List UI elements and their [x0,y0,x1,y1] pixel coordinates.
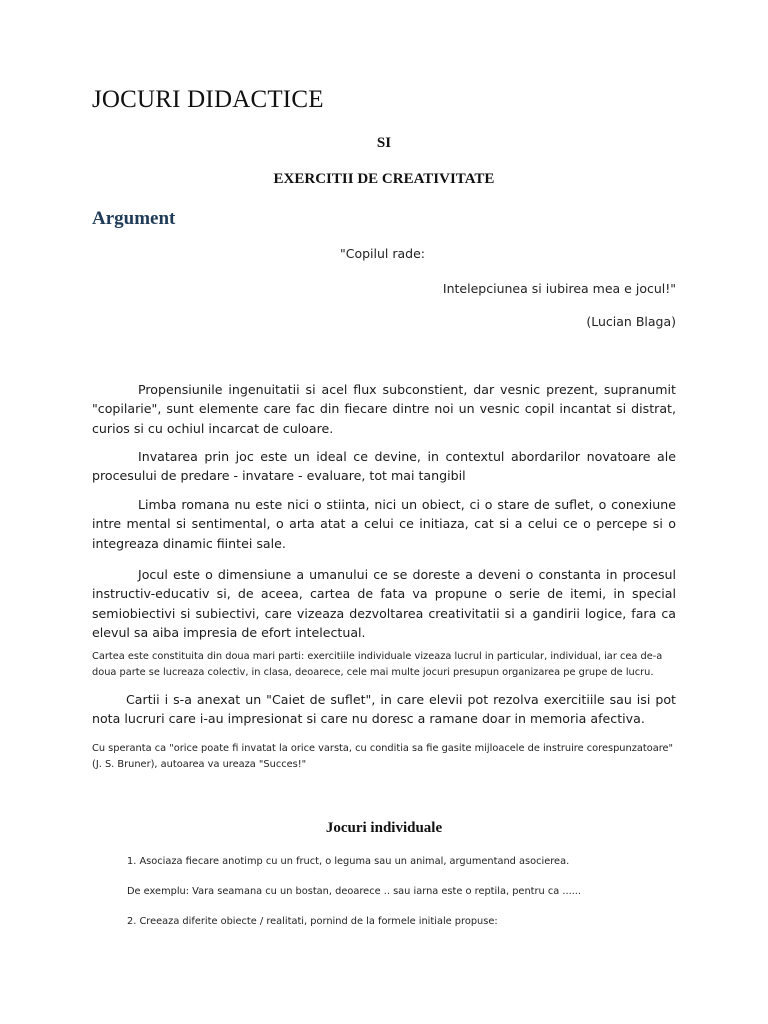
paragraph-urare: Cu speranta ca "orice poate fi invatat la orice varsta, cu conditia sa fie gasite mijloacele de instruire corespunzatoare" (J. S. Bruner), autoarea va ureaza "Succes!" [92,743,674,770]
section-heading-jocuri-individuale: Jocuri individuale [325,820,443,836]
paragraph-limba-romana: Limba romana nu este nici o stiinta, nici un obiect, ci o stare de suflet, o conexiune intre mental si sentimental, o arta atat a celui ce initiaza, cat si a celui ce o percepe si o integreaza dinamic fiintei sale. [92,497,676,551]
title-conjunction: SI [376,135,392,151]
quote-line-1: "Copilul rade: [340,246,426,261]
argument-heading: Argument [92,208,176,229]
document-title: JOCURI DIDACTICE [92,86,324,113]
paragraph-invatarea: Invatarea prin joc este un ideal ce devine, in contextul abordarilor novatoare ale procesului de predare - invatare - evaluare, tot mai tangibil [92,449,676,484]
quote-line-2: Intelepciunea si iubirea mea e jocul!" [442,281,676,296]
paragraph-structura-cartii: Cartea este constituita din doua mari parti: exercitiile individuale vizeaza lucrul in particular, individual, iar cea de-a doua parte se lucreaza colectiv, in clasa, deoarece, cele mai multe jocuri presupun organizarea pe grupe de lucru. [92,651,663,678]
quote-author: (Lucian Blaga) [586,314,676,329]
document-subtitle: EXERCITII DE CREATIVITATE [273,171,495,187]
paragraph-jocul: Jocul este o dimensiune a umanului ce se doreste a deveni o constanta in procesul instructiv-educativ si, de aceea, cartea de fata va propune o serie de itemi, in special semiobiectivi si subiectivi, care vizeaza dezvoltarea creativitatii si a gandirii logice, fara ca elevul sa aiba impresia de efort intelectual. [92,567,676,641]
paragraph-caiet-de-suflet: Cartii i s-a anexat un "Caiet de suflet", in care elevii pot rezolva exercitiile sau isi pot nota lucruri care i-au impresionat si care nu doresc a ramane doar in memoria afectiva. [92,692,676,727]
paragraph-copilarie: Propensiunile ingenuitatii si acel flux subconstient, dar vesnic prezent, supranumit "copilarie", sunt elemente care fac din fiecare dintre noi un vesnic copil incantat si distrat, curios si cu ochiul incarcat de culoare. [92,382,676,436]
exercise-item: 1. Asociaza fiecare anotimp cu un fruct, o leguma sau un animal, argumentand asocierea. [127,856,570,867]
exercise-item: 2. Creeaza diferite obiecte / realitati, pornind de la formele initiale propuse: [127,916,498,927]
exercise-example: De exemplu: Vara seamana cu un bostan, deoarece .. sau iarna este o reptila, pentru ca ...... [127,886,582,897]
